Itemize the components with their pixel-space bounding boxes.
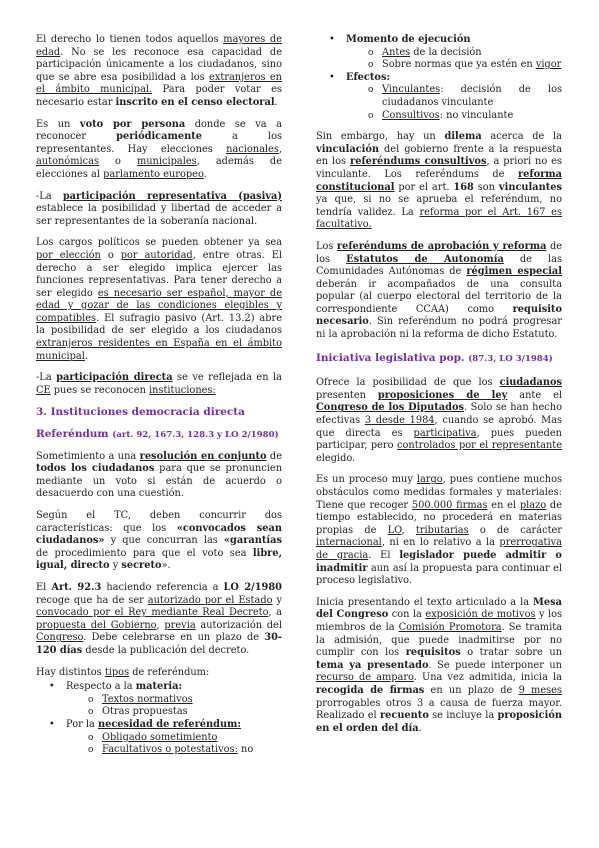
paragraph-dilema: Sin embargo, hay un dilema acerca de la vinculación del gobierno frente a la respuesta en los referéndums consultivos, a priori no es vinculante. Los referéndums de reforma constitucional por el art. 168 son vinculantes ya que, si no se aprueba el referéndum, no tendría validez. La reforma por el Art. 167 es facultativo. (316, 131, 562, 231)
paragraph-participacion-representativa: -La participación representativa (pasiva) establece la posibilidad y libertad de acceder a ser representantes de la soberanía nacional. (36, 190, 282, 227)
list-item: o Facultativos o potestativos: no (36, 744, 282, 757)
referendum-types-list-continued (316, 34, 562, 122)
referendum-types-list (36, 681, 282, 757)
paragraph-participacion-directa: -La participación directa se ve reflejada en la CE pues se reconocen instituciones: (36, 372, 282, 396)
list-item: • Momento de ejecución (316, 34, 562, 47)
section-heading: 3. Instituciones democracia directa (36, 406, 245, 419)
paragraph-tc: Según el TC, deben concurrir dos características: que los «convocados sean ciudadanos» y que concurran las «garantías de procedimiento para que el voto sea libre, igual, directo y secreto». (36, 510, 282, 572)
paragraph-estatutos: Los referéndums de aprobación y reforma de los Estatutos de Autonomía de las Comunidades Autónomas de régimen especial deberán ir acompañados de una consulta popular (al cuerpo electoral del territorio de la correspondiente CCAA) como requisito necesario. Sin referéndum no podrá progresar ni la aprobación ni la reforma de dicho Estatuto. (316, 240, 563, 341)
list-item: • Por la necesidad de referéndum: (36, 719, 282, 732)
subsection-heading-referendum: Referéndum (art. 92, 167.3, 128.3 y LO 2/1980) (36, 428, 279, 441)
paragraph-inicia: Inicia presentando el texto articulado a la Mesa del Congreso con la exposición de motivos y los miembros de la Comisión Promotora. Se tramita la admisión, que puede inadmitirse por no cumplir con los requisitos o tratar sobre un tema ya presentado. Se puede interponer un recurso de amparo. Una vez admitida, inicia la recogida de firmas en un plazo de 9 meses prorrogables otros 3 a causa de fuerza mayor. Realizado el recuento se incluye la proposición en el orden del día. (316, 596, 563, 734)
list-item: o Otras propuestas (36, 706, 282, 719)
list-item: o Obligado sometimiento (36, 732, 282, 745)
list-item: • Respecto a la materia: (36, 681, 282, 694)
right-column (316, 34, 562, 744)
list-item: o Antes de la decisión (316, 47, 562, 60)
subsection-heading-iniciativa: Iniciativa legislativa pop. (87.3, LO 3/1984) (316, 351, 553, 364)
paragraph-ofrece: Ofrece la posibilidad de que los ciudadanos presenten proposiciones de ley ante el Congreso de los Diputados. Solo se han hecho efectivas 3 desde 1984, cuando se aprobó. Mas que directa es participativa, pues pueden participar, pero controlados por el representante elegido. (316, 377, 563, 464)
paragraph-sometimiento: Sometimiento a una resolución en conjunto de todos los ciudadanos para que se pronuncien mediante un voto si están de acuerdo o desacuerdo con una cuestión. (36, 450, 283, 500)
list-item: o Vinculantes: decisión de los ciudadanos vinculante (316, 84, 562, 109)
paragraph-derecho: El derecho lo tienen todos aquellos mayores de edad. No se les reconoce esa capacidad de participación únicamente a los ciudadanos, sino que se abre esa posibilidad a los extranjeros en el ámbito municipal. Para poder votar es necesario estar inscrito en el censo electoral. (36, 34, 282, 108)
paragraph-voto: Es un voto por persona donde se va a reconocer periódicamente a los representantes. Hay elecciones nacionales, autonómicas o municipales, además de elecciones al parlamento europeo. (36, 118, 282, 180)
list-item: o Textos normativos (36, 694, 282, 707)
paragraph-proceso: Es un proceso muy largo, pues contiene muchos obstáculos como medidas formales y materiales: Tiene que recoger 500.000 firmas en el plazo de tiempo establecido, no procederá en materias propias de LO, tributarias o de carácter internacional, ni en lo relativo a la prerrogativa de gracia. El legislador puede admitir o inadmitir aun así la propuesta para continuar el proceso legislativo. (316, 474, 563, 587)
list-item: • Efectos: (316, 72, 562, 85)
paragraph-tipos: Hay distintos tipos de referéndum: (36, 666, 210, 678)
paragraph-cargos-politicos: Los cargos políticos se pueden obtener ya sea por elección o por autoridad, entre otras. El derecho a ser elegido implica ejercer las funciones representativas. Para tener derecho a ser elegido es necesario ser español, mayor de edad y gozar de las condiciones elegibles y compatibles. El sufragio pasivo (Art. 13.2) abre la posibilidad de ser elegido a los ciudadanos extranjeros residentes en España en el ámbito municipal. (36, 237, 282, 362)
list-item: o Consultivos: no vinculante (316, 110, 562, 123)
paragraph-art-92: El Art. 92.3 haciendo referencia a LO 2/1980 recoge que ha de ser autorizado por el Estado y convocado por el Rey mediante Real Decreto, a propuesta del Gobierno, previa autorización del Congreso. Debe celebrarse en un plazo de 30-120 días desde la publicación del decreto. (36, 581, 282, 656)
left-column (36, 34, 282, 766)
list-item: o Sobre normas que ya estén en vigor (316, 59, 562, 72)
